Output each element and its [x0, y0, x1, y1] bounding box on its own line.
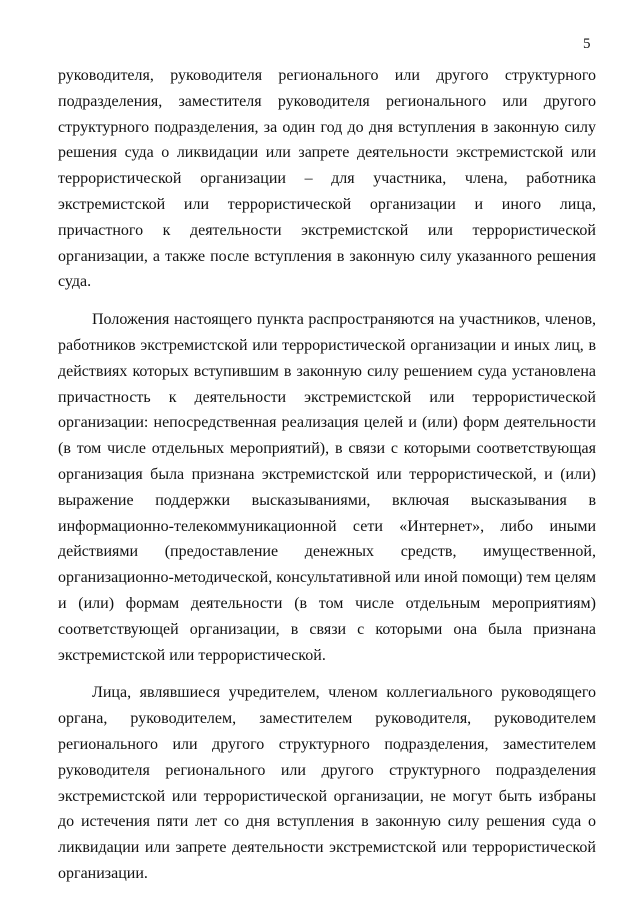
- page-number: 5: [583, 36, 591, 52]
- paragraph-provisions: Положения настоящего пункта распространяются на участников, членов, работников экстремистской или террористической организации и иных лиц, в действиях которых вступившим в законную силу решением суда установлена причастность к деятельности экстремистской или террористической организации: непосредственная реализация целей и (или) форм деятельности (в том числе отдельных мероприятий), в связи с которыми соответствующая организация была признана экстремистской или террористической, и (или) выражение поддержки высказываниями, включая высказывания в информационно-телекоммуникационной сети «Интернет», либо иными действиями (предоставление денежных средств, имущественной, организационно-методической, консультативной или иной помощи) тем целям и (или) формам деятельности (в том числе отдельным мероприятиям) соответствующей организации, в связи с которыми она была признана экстремистской или террористической.: [58, 311, 596, 664]
- paragraph-continuation: руководителя, руководителя регионального или другого структурного подразделения, заместителя руководителя регионального или другого структурного подразделения, за один год до дня вступления в законную силу решения суда о ликвидации или запрете деятельности экстремистской или террористической организации – для участника, члена, работника экстремистской или террористической организации и иного лица, причастного к деятельности экстремистской или террористической организации, а также после вступления в законную силу указанного решения суда.: [58, 67, 596, 291]
- paragraph-persons: Лица, являвшиеся учредителем, членом коллегиального руководящего органа, руководителем, заместителем руководителя, руководителем регионального или другого структурного подразделения, заместителем руководителя регионального или другого структурного подразделения экстремистской или террористической организации, не могут быть избраны до истечения пяти лет со дня вступления в законную силу решения суда о ликвидации или запрете деятельности экстремистской или террористической организации.: [58, 684, 596, 882]
- document-body: [58, 63, 596, 899]
